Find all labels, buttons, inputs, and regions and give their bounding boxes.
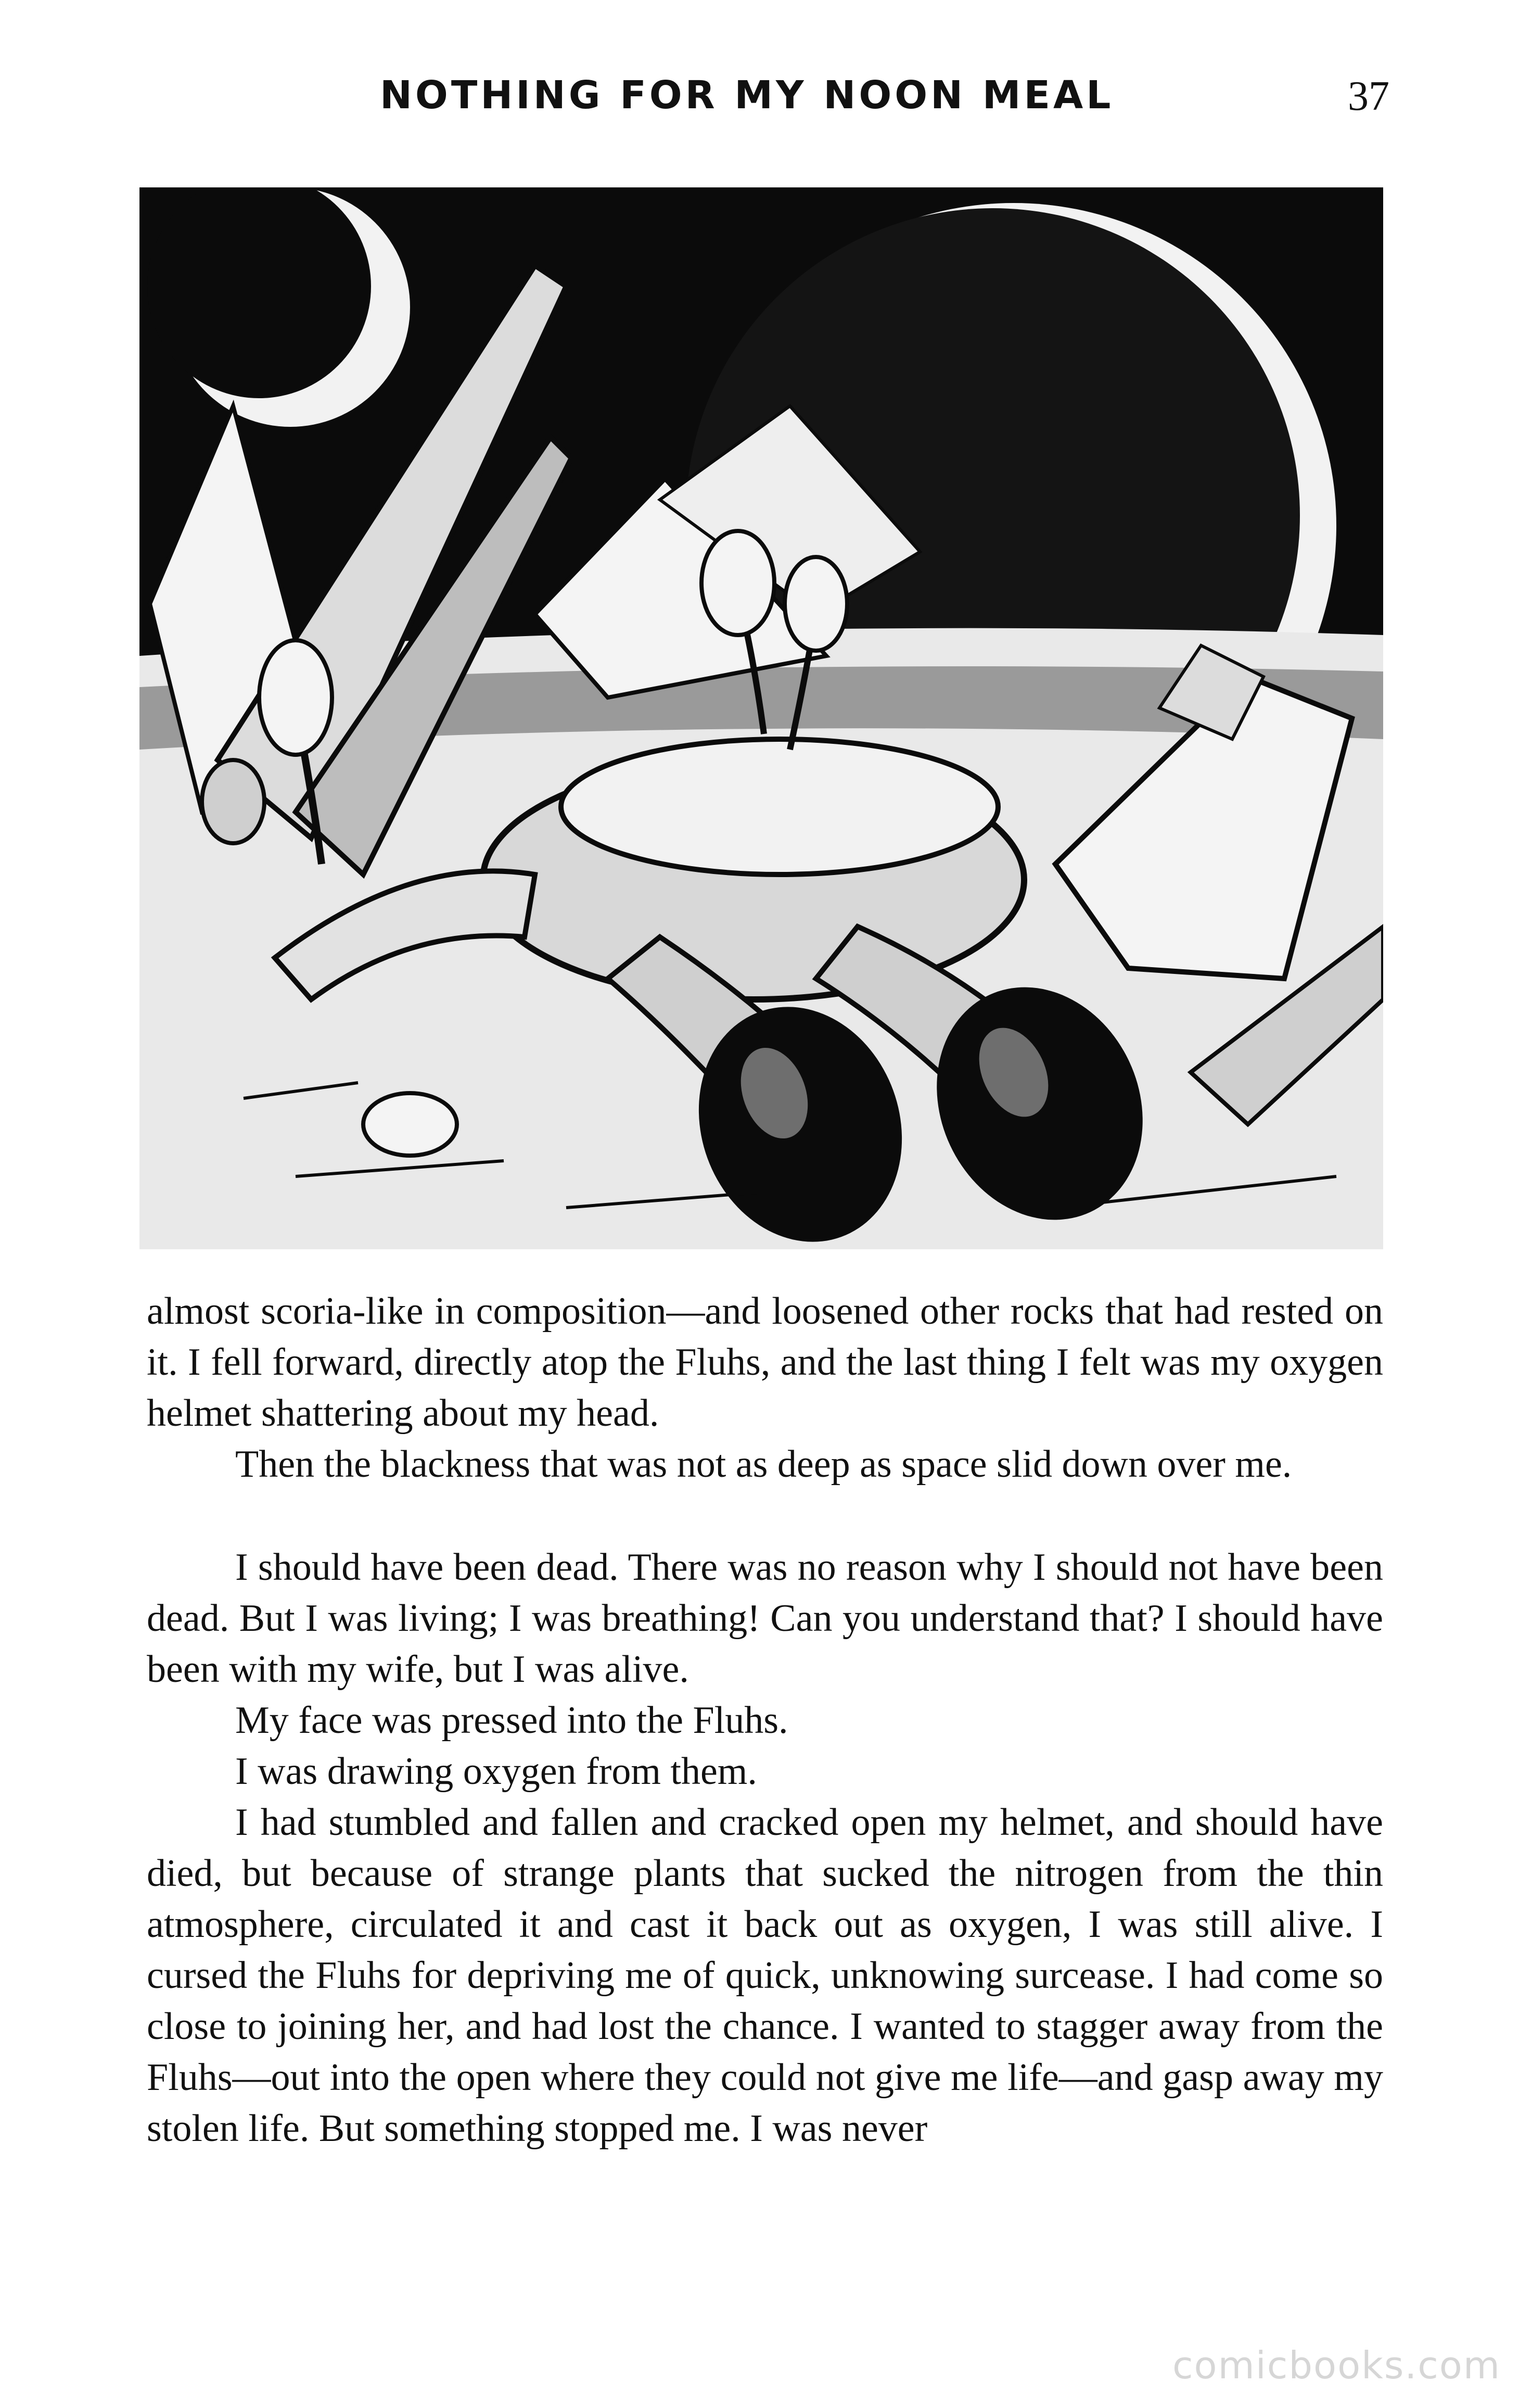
body-text bbox=[147, 1286, 1383, 2154]
figure-backpack bbox=[561, 739, 998, 875]
paragraph: I should have been dead. There was no reason why I should not have been dead. But I was living; I was breathing! Can you understand that? I should have been with my wife, but I was alive. bbox=[147, 1546, 1383, 1691]
plant-bulb-4 bbox=[363, 1093, 457, 1156]
paragraph: almost scoria-like in composition—and loosened other rocks that had rested on it. I fell forward, directly atop the Fluhs, and the last thing I felt was my oxygen helmet shattering about my head. bbox=[147, 1290, 1383, 1435]
plant-bulb-2 bbox=[701, 531, 774, 635]
paragraph: My face was pressed into the Fluhs. bbox=[235, 1699, 788, 1742]
running-head: NOTHING FOR MY NOON MEAL bbox=[380, 73, 1114, 118]
watermark: comicbooks.com bbox=[1172, 2343, 1501, 2387]
paragraph: I was drawing oxygen from them. bbox=[235, 1750, 757, 1793]
plant-bulb-3 bbox=[785, 557, 847, 651]
paragraph: Then the blackness that was not as deep as space slid down over me. bbox=[235, 1443, 1292, 1486]
page-number: 37 bbox=[1348, 73, 1389, 119]
plant-bulb-5 bbox=[202, 760, 264, 843]
illustration bbox=[139, 187, 1383, 1249]
paragraph: I had stumbled and fallen and cracked open my helmet, and should have died, but because of strange plants that sucked the nitrogen from the thin atmosphere, circulated it and cast it back out as oxygen, I was still alive. I cursed the Fluhs for depriving me of quick, unknowing surcease. I had come so close to joining her, and had lost the chance. I wanted to stagger away from the Fluhs—out into the open where they could not give me life—and gasp away my stolen life. But something stopped me. I was never bbox=[147, 1801, 1383, 2150]
illustration-art bbox=[139, 187, 1383, 1249]
plant-bulb-1 bbox=[259, 640, 332, 755]
